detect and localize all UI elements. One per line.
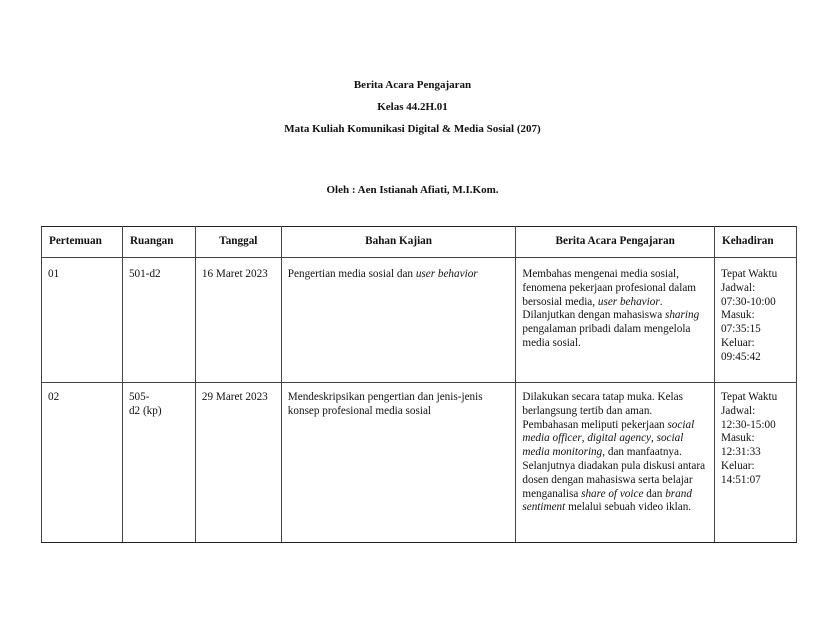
bahan-text: Pengertian media sosial dan	[287, 268, 416, 280]
table-row	[42, 383, 797, 543]
check-in-time: 07:35:15	[721, 323, 761, 336]
cell-pertemuan: 02	[42, 383, 123, 543]
check-out-time: 14:51:07	[721, 473, 761, 486]
ruangan-line: d2 (kp)	[128, 404, 162, 417]
berita-text: ,	[651, 432, 657, 445]
cell-bahan-kajian: Mendeskripsikan pengertian dan jenis-jenis konsep profesional media sosial	[281, 383, 516, 543]
berita-italic: user behavior	[597, 295, 660, 308]
table-header-row	[42, 227, 797, 258]
column-header-pertemuan: Pertemuan	[42, 227, 123, 258]
berita-text: , dan manfaatnya. Selanjutnya diadakan pula diskusi antara dosen dengan mahasiswa serta belajar menganalisa	[522, 446, 706, 500]
cell-ruangan: 501-d2	[122, 258, 195, 383]
berita-text: Membahas mengenai media sosial, fenomena pekerjaan profesional dalam bersosial media,	[522, 268, 697, 308]
check-in-label: Masuk:	[721, 432, 755, 445]
column-header-tanggal: Tanggal	[195, 227, 281, 258]
bahan-italic: user behavior	[415, 268, 478, 280]
cell-berita-acara	[516, 258, 715, 383]
column-header-kehadiran: Kehadiran	[715, 227, 797, 258]
cell-ruangan	[122, 383, 195, 543]
cell-kehadiran	[715, 258, 797, 383]
berita-italic: sharing	[664, 309, 700, 322]
berita-text: ,	[581, 432, 588, 445]
schedule-label: Jadwal:	[721, 281, 756, 294]
berita-text: Dilakukan secara tatap muka. Kelas berlangsung tertib dan aman. Pembahasan meliputi pekerjaan	[522, 391, 683, 431]
cell-tanggal: 16 Maret 2023	[195, 258, 281, 383]
berita-italic: share of voice	[581, 487, 644, 500]
cell-bahan-kajian	[281, 258, 516, 383]
schedule-time: 07:30-10:00	[721, 295, 776, 308]
cell-pertemuan: 01	[42, 258, 123, 383]
schedule-label: Jadwal:	[721, 404, 756, 417]
cell-berita-acara	[516, 383, 715, 543]
cell-kehadiran	[715, 383, 797, 543]
schedule-time: 12:30-15:00	[721, 418, 776, 431]
column-header-ruangan: Ruangan	[122, 227, 195, 258]
attendance-status: Tepat Waktu	[721, 391, 778, 403]
check-in-label: Masuk:	[721, 309, 755, 322]
berita-text: pengalaman pribadi dalam mengelola media sosial.	[522, 323, 691, 349]
berita-text: dan	[643, 487, 666, 500]
ruangan-line: 505-	[128, 391, 150, 403]
check-out-label: Keluar:	[721, 336, 755, 349]
cell-tanggal: 29 Maret 2023	[195, 383, 281, 543]
document-title: Berita Acara Pengajaran	[353, 79, 472, 91]
class-code: Kelas 44.2H.01	[377, 101, 448, 113]
column-header-bahan-kajian: Bahan Kajian	[281, 227, 516, 258]
berita-italic: social media monitoring	[522, 432, 684, 459]
table-row	[42, 258, 797, 383]
check-in-time: 12:31:33	[721, 446, 761, 459]
check-out-time: 09:45:42	[721, 350, 761, 363]
check-out-label: Keluar:	[721, 459, 755, 472]
document-header	[0, 74, 825, 140]
column-header-berita-acara: Berita Acara Pengajaran	[516, 227, 715, 258]
course-name: Mata Kuliah Komunikasi Digital & Media Sosial (207)	[284, 123, 541, 135]
berita-text: melalui sebuah video iklan.	[565, 501, 692, 514]
teaching-record-table	[41, 226, 797, 543]
attendance-status: Tepat Waktu	[721, 268, 778, 280]
lecturer-name: Oleh : Aen Istianah Afiati, M.I.Kom.	[326, 184, 499, 196]
berita-text: . Dilanjutkan dengan mahasiswa	[522, 295, 665, 322]
berita-italic: social media officer	[522, 418, 695, 445]
berita-italic: digital agency	[587, 432, 652, 445]
berita-italic: brand sentiment	[522, 487, 692, 514]
